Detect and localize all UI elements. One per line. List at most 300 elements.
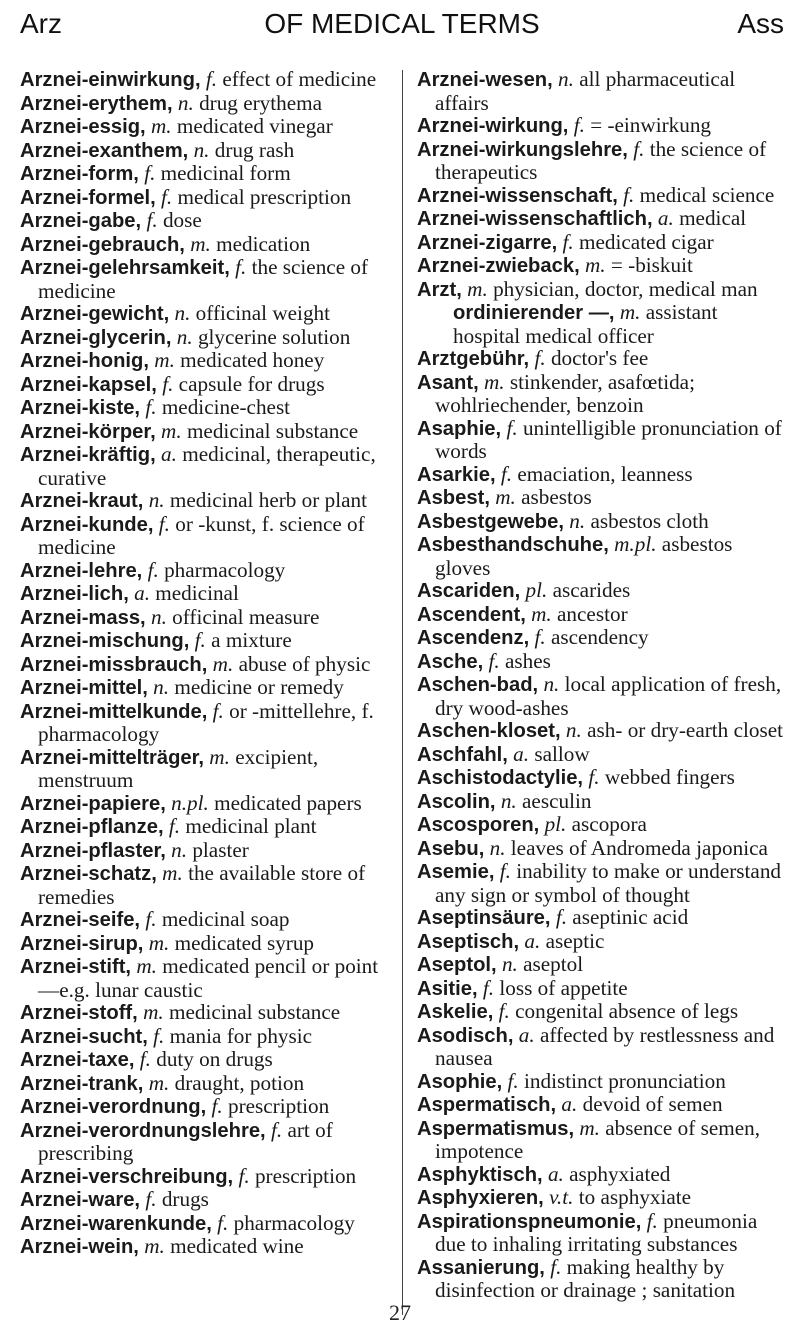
column-divider <box>402 70 403 1315</box>
entry-definition: medical <box>679 206 747 230</box>
entry-headword: Arznei-schatz, <box>20 863 157 885</box>
entry-grammar: f. <box>145 907 157 931</box>
dictionary-entry <box>417 1117 789 1163</box>
entry-definition: pharmacology <box>233 1210 355 1235</box>
entry-definition: or -kunst, f. science of medicine <box>38 511 365 559</box>
dictionary-entry <box>417 1024 789 1070</box>
entry-grammar: m. <box>531 601 552 626</box>
dictionary-entry <box>20 233 394 257</box>
entry-headword: Asbest, <box>417 487 490 509</box>
entry-grammar: n.pl. <box>171 790 209 815</box>
entry-definition: medical science <box>639 182 775 207</box>
dictionary-entry <box>20 1188 394 1212</box>
entry-definition: the science of medicine <box>38 255 369 303</box>
entry-grammar: m. <box>161 418 182 443</box>
entry-grammar: f. <box>205 67 218 91</box>
entry-grammar: f. <box>139 1047 151 1071</box>
entry-headword: Arznei-sirup, <box>20 932 144 955</box>
entry-definition: congenital absence of legs <box>515 999 739 1023</box>
entry-grammar: f. <box>562 229 574 254</box>
entry-definition: aseptic <box>545 928 605 953</box>
entry-headword: Arznei-kunde, <box>20 513 154 536</box>
dictionary-entry <box>20 186 394 210</box>
entry-definition: medicinal, therapeutic, curative <box>38 442 376 490</box>
entry-headword: Aschistodactylie, <box>417 767 584 789</box>
entry-grammar: f. <box>212 698 224 723</box>
entry-definition: or -mittellehre, f. pharmacology <box>38 698 374 746</box>
entry-grammar: f. <box>500 461 513 486</box>
dictionary-entry <box>417 231 789 255</box>
entry-grammar: m.pl. <box>614 532 657 556</box>
entry-definition: = -biskuit <box>610 253 693 277</box>
entry-grammar: n. <box>569 508 586 533</box>
entry-grammar: m. <box>584 253 606 277</box>
entry-headword: Aseptinsäure, <box>417 907 551 929</box>
entry-definition: mania for physic <box>169 1023 313 1048</box>
dictionary-entry <box>20 68 394 92</box>
entry-headword: Arznei-gelehrsamkeit, <box>20 257 230 279</box>
entry-grammar: m. <box>190 231 211 256</box>
dictionary-entry <box>20 700 394 746</box>
entry-definition: assistant hospital medical officer <box>453 300 718 348</box>
entry-grammar: f. <box>555 905 567 929</box>
entry-grammar: f. <box>499 859 511 883</box>
entry-headword: Asaphie, <box>417 417 502 440</box>
entry-definition: medicated wine <box>170 1234 304 1258</box>
entry-definition: medicinal herb or plant <box>169 488 367 512</box>
entry-definition: abuse of physic <box>238 651 371 676</box>
entry-grammar: m. <box>579 1115 600 1140</box>
dictionary-entry <box>20 559 394 583</box>
entry-grammar: m. <box>148 1070 170 1095</box>
dictionary-entry <box>417 138 789 184</box>
entry-grammar: f. <box>147 557 159 582</box>
entry-grammar: f. <box>270 1117 283 1142</box>
entry-headword: Arznei-zwieback, <box>417 255 580 277</box>
entry-grammar: a. <box>513 741 530 766</box>
entry-headword: Arznei-pflaster, <box>20 839 166 862</box>
dictionary-entry <box>20 582 394 606</box>
entry-grammar: f. <box>145 1187 157 1211</box>
entry-grammar: a. <box>518 1022 535 1047</box>
entry-headword: Arznei-kapsel, <box>20 373 157 396</box>
entry-grammar: f. <box>162 371 174 396</box>
dictionary-entry <box>20 1212 394 1236</box>
dictionary-entry <box>20 513 394 559</box>
dictionary-entry <box>417 579 789 603</box>
entry-definition: a mixture <box>211 628 292 652</box>
entry-grammar: m. <box>212 651 234 676</box>
entry-definition: asphyxiated <box>569 1161 671 1186</box>
entry-grammar: a. <box>561 1092 578 1116</box>
entry-headword: Arznei-gabe, <box>20 210 142 232</box>
left-column <box>20 68 394 1259</box>
entry-headword: Arznei-mittelträger, <box>20 746 204 769</box>
entry-definition: webbed fingers <box>604 765 735 789</box>
entry-grammar: f. <box>633 136 645 161</box>
dictionary-entry <box>417 533 789 579</box>
entry-definition: drugs <box>161 1187 209 1211</box>
entry-headword: Arznei-form, <box>20 163 139 185</box>
entry-grammar: f. <box>507 1068 519 1093</box>
dictionary-entry <box>20 908 394 932</box>
entry-definition: stinkender, asafœtida; wohlriechender, benzoin <box>435 369 695 417</box>
dictionary-entry <box>20 396 394 420</box>
entry-grammar: m. <box>148 930 170 955</box>
entry-headword: Ascendent, <box>417 603 526 626</box>
dictionary-entry <box>417 510 789 534</box>
entry-headword: Arznei-mass, <box>20 606 146 629</box>
entry-definition: ascarides <box>552 578 631 602</box>
entry-definition: drug erythema <box>199 90 323 115</box>
dictionary-entry <box>417 650 789 674</box>
entry-headword: Arznei-wirkung, <box>417 115 569 137</box>
entry-definition: medicine or remedy <box>174 675 344 699</box>
entry-headword: Ascolin, <box>417 790 496 813</box>
entry-headword: Asophie, <box>417 1070 503 1093</box>
entry-definition: ascopora <box>571 812 647 836</box>
entry-grammar: a. <box>657 206 674 230</box>
dictionary-entry <box>417 278 789 302</box>
dictionary-entry <box>417 719 789 743</box>
entry-definition: doctor's fee <box>550 346 649 370</box>
entry-grammar: a. <box>547 1161 564 1186</box>
dictionary-entry <box>20 92 394 116</box>
entry-headword: Asodisch, <box>417 1024 514 1047</box>
dictionary-entry <box>20 489 394 513</box>
entry-headword: Arznei-papiere, <box>20 792 166 815</box>
entry-grammar: f. <box>146 208 158 232</box>
dictionary-entry <box>417 184 789 208</box>
dictionary-entry <box>417 1070 789 1094</box>
entry-headword: Arznei-körper, <box>20 420 156 443</box>
entry-definition: ashes <box>504 648 551 673</box>
dictionary-entry <box>20 420 394 444</box>
dictionary-entry <box>20 162 394 186</box>
entry-headword: Arznei-wirkungslehre, <box>417 138 628 161</box>
dictionary-entry <box>20 1165 394 1189</box>
entry-definition: prescription <box>227 1094 330 1118</box>
entry-grammar: f. <box>168 814 181 838</box>
entry-headword: Arznei-stoff, <box>20 1002 138 1024</box>
dictionary-entry <box>417 254 789 278</box>
entry-headword: Arznei-verordnung, <box>20 1096 207 1118</box>
entry-definition: absence of semen, impotence <box>435 1115 760 1163</box>
entry-headword: Asphyktisch, <box>417 1163 543 1186</box>
dictionary-entry <box>417 417 789 463</box>
entry-grammar: m. <box>484 369 505 394</box>
entry-headword: Arznei-seife, <box>20 909 141 931</box>
entry-definition: pharmacology <box>164 557 286 582</box>
entry-headword: Arznei-wein, <box>20 1236 139 1258</box>
entry-grammar: m. <box>209 744 230 769</box>
entry-headword: Arznei-mischung, <box>20 630 190 652</box>
entry-definition: medicated vinegar <box>176 114 333 138</box>
entry-headword: Askelie, <box>417 1001 494 1023</box>
entry-grammar: f. <box>153 1023 165 1048</box>
running-header <box>20 8 784 60</box>
entry-headword: Arznei-erythem, <box>20 92 173 115</box>
entry-headword: Arznei-mittelkunde, <box>20 700 208 723</box>
entry-definition: physician, doctor, medical man <box>493 276 758 301</box>
entry-grammar: f. <box>194 628 206 652</box>
entry-headword: Arznei-wesen, <box>417 69 553 91</box>
dictionary-entry <box>20 209 394 233</box>
dictionary-entry <box>417 1186 789 1210</box>
dictionary-entry <box>20 932 394 956</box>
dictionary-entry <box>20 1001 394 1025</box>
dictionary-entry <box>417 837 789 861</box>
header-title: OF MEDICAL TERMS <box>264 8 540 39</box>
entry-grammar: n. <box>489 835 506 860</box>
entry-grammar: f. <box>144 161 156 185</box>
entry-headword: Aschen-kloset, <box>417 720 561 742</box>
entry-grammar: f. <box>211 1094 223 1118</box>
dictionary-entry <box>20 955 394 1001</box>
dictionary-entry <box>20 326 394 350</box>
entry-headword: Aschen-bad, <box>417 674 539 696</box>
entry-grammar: a. <box>161 442 177 466</box>
entry-grammar: m. <box>619 300 641 324</box>
entry-headword: Arznei-kiste, <box>20 397 141 419</box>
dictionary-entry <box>417 626 789 650</box>
dictionary-entry <box>20 349 394 373</box>
entry-grammar: m. <box>467 276 488 301</box>
entry-headword: Arznei-wissenschaftlich, <box>417 208 653 230</box>
dictionary-entry <box>417 743 789 767</box>
entry-headword: Arznei-kräftig, <box>20 444 156 466</box>
entry-definition: officinal weight <box>195 301 331 325</box>
dictionary-entry <box>20 1048 394 1072</box>
entry-headword: Asant, <box>417 371 479 394</box>
entry-definition: excipient, menstruum <box>38 744 319 792</box>
entry-definition: loss of appetite <box>499 975 628 1000</box>
page-number: 27 <box>389 1300 411 1325</box>
dictionary-entry <box>20 373 394 397</box>
entry-definition: all pharmaceutical affairs <box>435 67 736 115</box>
entry-grammar: f. <box>238 1163 250 1188</box>
entry-definition: prescription <box>254 1163 357 1188</box>
entry-headword: Asphyxieren, <box>417 1187 544 1209</box>
dictionary-entry <box>417 1093 789 1117</box>
dictionary-entry <box>417 114 789 138</box>
entry-headword: Ascosporen, <box>417 814 540 836</box>
entry-definition: unintelligible pronunciation of words <box>435 415 782 463</box>
entry-headword: Arznei-warenkunde, <box>20 1212 212 1235</box>
entry-definition: drug rash <box>214 137 295 162</box>
dictionary-entry <box>20 256 394 302</box>
entry-definition: medication <box>216 231 311 256</box>
entry-headword: Aseptol, <box>417 954 497 976</box>
entry-headword: Ascariden, <box>417 580 521 602</box>
entry-headword: Arznei-gewicht, <box>20 303 170 325</box>
entry-headword: Arznei-ware, <box>20 1189 141 1211</box>
entry-headword: Arznei-missbrauch, <box>20 653 208 676</box>
dictionary-entry <box>417 207 789 231</box>
entry-definition: emaciation, leanness <box>517 461 693 486</box>
entry-definition: devoid of semen <box>582 1092 723 1116</box>
entry-grammar: m. <box>144 1234 165 1258</box>
entry-headword: Arznei-wissenschaft, <box>417 184 618 207</box>
entry-definition: officinal measure <box>172 604 320 629</box>
entry-grammar: m. <box>162 861 183 885</box>
entry-definition: glycerine solution <box>197 324 351 349</box>
entry-definition: medicine-chest <box>161 395 291 419</box>
dictionary-entry <box>20 629 394 653</box>
entry-headword: Arznei-honig, <box>20 350 149 372</box>
dictionary-entry <box>20 792 394 816</box>
dictionary-entry <box>417 1256 789 1302</box>
entry-definition: asbestos gloves <box>435 532 733 580</box>
entry-grammar: n. <box>558 67 574 91</box>
entry-definition: aseptol <box>523 952 584 976</box>
dictionary-entry <box>417 813 789 837</box>
entry-definition: aesculin <box>522 788 592 813</box>
dictionary-entry <box>20 815 394 839</box>
entry-definition: dose <box>162 208 202 232</box>
entry-headword: Arznei-taxe, <box>20 1049 135 1071</box>
entry-definition: sallow <box>534 741 590 766</box>
entry-headword: Asebu, <box>417 837 485 860</box>
dictionary-entry <box>20 302 394 326</box>
entry-grammar: f. <box>550 1254 562 1279</box>
dictionary-entry <box>20 1095 394 1119</box>
entry-headword: Aspermatismus, <box>417 1117 575 1140</box>
entry-definition: medicinal <box>155 581 239 605</box>
entry-headword: Arznei-einwirkung, <box>20 69 201 91</box>
entry-grammar: v.t. <box>549 1185 574 1209</box>
entry-definition: local application of fresh, dry wood-ashes <box>435 672 782 720</box>
entry-grammar: f. <box>573 113 585 137</box>
entry-grammar: m. <box>150 114 172 138</box>
entry-grammar: pl. <box>544 812 567 836</box>
dictionary-entry <box>20 139 394 163</box>
entry-definition: asbestos cloth <box>590 508 709 533</box>
entry-grammar: f. <box>145 395 157 419</box>
entry-headword: Asemie, <box>417 861 495 883</box>
entry-definition: draught, potion <box>174 1070 305 1095</box>
entry-headword: Arznei-glycerin, <box>20 326 172 349</box>
entry-headword: Aspermatisch, <box>417 1094 557 1116</box>
entry-headword: Arzt, <box>417 278 462 301</box>
dictionary-entry <box>20 1072 394 1096</box>
dictionary-entry <box>417 603 789 627</box>
entry-grammar: a. <box>134 581 150 605</box>
entry-headword: Asitie, <box>417 977 478 1000</box>
entry-headword: Arznei-sucht, <box>20 1025 148 1048</box>
dictionary-entry <box>20 746 394 792</box>
entry-headword: Arznei-exanthem, <box>20 139 189 162</box>
entry-headword: Arznei-pflanze, <box>20 816 164 838</box>
entry-grammar: pl. <box>525 578 548 602</box>
entry-grammar: n. <box>153 675 170 699</box>
entry-grammar: f. <box>482 975 495 1000</box>
entry-headword: Asarkie, <box>417 463 496 486</box>
entry-grammar: f. <box>498 999 510 1023</box>
entry-grammar: n. <box>150 604 167 629</box>
entry-headword: Arznei-essig, <box>20 116 146 138</box>
entry-grammar: n. <box>543 672 560 696</box>
dictionary-entry <box>417 371 789 417</box>
entry-definition: = -einwirkung <box>590 113 712 137</box>
entry-grammar: m. <box>495 485 516 509</box>
dictionary-entry <box>417 906 789 930</box>
entry-headword: Asbesthandschuhe, <box>417 534 609 556</box>
entry-grammar: f. <box>158 511 170 536</box>
dictionary-entry <box>20 115 394 139</box>
entry-definition: medicinal substance <box>186 418 359 443</box>
entry-definition: medicated papers <box>214 790 362 815</box>
entry-grammar: n. <box>565 718 582 742</box>
entry-headword: Arztgebühr, <box>417 348 530 370</box>
entry-headword: Arznei-verordnungslehre, <box>20 1119 266 1142</box>
entry-definition: art of prescribing <box>38 1117 333 1165</box>
entry-grammar: f. <box>217 1210 229 1235</box>
entry-definition: inability to make or understand any sign or symbol of thought <box>435 859 782 907</box>
entry-definition: affected by restlessness and nausea <box>435 1022 775 1070</box>
entry-grammar: f. <box>235 255 247 279</box>
entry-headword: Arznei-lich, <box>20 583 129 605</box>
dictionary-entry <box>417 953 789 977</box>
entry-definition: aseptinic acid <box>572 905 689 929</box>
entry-headword: ordinierender —, <box>453 302 615 324</box>
entry-grammar: a. <box>524 928 541 953</box>
entry-definition: medicinal substance <box>168 1000 341 1024</box>
entry-grammar: n. <box>174 301 191 325</box>
entry-grammar: f. <box>623 182 635 207</box>
entry-definition: medicated honey <box>180 348 325 372</box>
entry-headword: Arznei-lehre, <box>20 559 143 582</box>
entry-headword: Ascendenz, <box>417 627 530 649</box>
entry-definition: medicinal plant <box>185 814 317 838</box>
entry-grammar: n. <box>176 324 193 349</box>
dictionary-entry <box>20 676 394 700</box>
entry-headword: Aschfahl, <box>417 743 508 766</box>
entry-definition: the science of therapeutics <box>435 136 767 184</box>
dictionary-entry <box>20 839 394 863</box>
entry-definition: to asphyxiate <box>578 1185 692 1209</box>
entry-headword: Arznei-formel, <box>20 186 156 209</box>
entry-grammar: n. <box>500 788 517 813</box>
entry-definition: capsule for drugs <box>178 371 325 396</box>
entry-definition: medical prescription <box>177 184 352 209</box>
entry-headword: Aseptisch, <box>417 930 520 953</box>
entry-grammar: n. <box>177 90 194 115</box>
entry-grammar: f. <box>161 184 173 209</box>
entry-headword: Asche, <box>417 650 484 673</box>
entry-definition: the available store of remedies <box>38 861 366 909</box>
dictionary-entry <box>20 443 394 489</box>
entry-definition: ancestor <box>557 601 628 626</box>
entry-definition: medicated syrup <box>174 930 315 955</box>
entry-grammar: n. <box>171 837 188 862</box>
entry-grammar: n. <box>193 137 210 162</box>
entry-definition: indistinct pronunciation <box>524 1068 726 1093</box>
dictionary-entry <box>20 1025 394 1049</box>
entry-definition: making healthy by disinfection or drainage ; sanitation <box>435 1254 736 1302</box>
entry-grammar: f. <box>646 1208 658 1233</box>
dictionary-entry <box>20 862 394 908</box>
dictionary-entry <box>20 1235 394 1259</box>
entry-headword: Arznei-trank, <box>20 1072 144 1095</box>
dictionary-entry <box>417 673 789 719</box>
entry-grammar: m. <box>136 954 157 978</box>
header-first-word: Arz <box>20 8 62 39</box>
entry-grammar: n. <box>501 952 518 976</box>
entry-definition: plaster <box>192 837 249 862</box>
entry-headword: Arznei-kraut, <box>20 490 144 512</box>
dictionary-entry <box>417 1163 789 1187</box>
